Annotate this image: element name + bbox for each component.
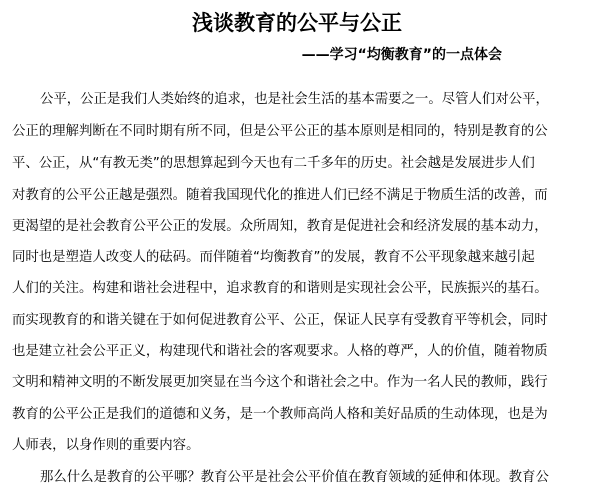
paragraph-1-line-2: 公正的理解判断在不同时期有所不同，但是公平公正的基本原则是相同的，特别是教育的公 bbox=[12, 124, 548, 139]
paragraph-1-line-10: 文明和精神文明的不断发展更加突显在当今这个和谐社会之中。作为一名人民的教师，践行 bbox=[12, 375, 548, 390]
paragraph-2-line-1: 那么什么是教育的公平哪？教育公平是社会公平价值在教育领域的延伸和体现。教育公 bbox=[40, 470, 549, 485]
paragraph-1-line-7: 人们的关注。构建和谐社会进程中，追求教育的和谐则是实现社会公平，民族振兴的基石。 bbox=[12, 281, 548, 296]
paragraph-1-line-11: 教育的公平公正是我们的道德和义务，是一个教师高尚人格和美好品质的生动体现，也是为 bbox=[12, 407, 548, 422]
document-title: 浅谈教育的公平与公正 bbox=[192, 11, 402, 35]
paragraph-1-line-4: 对教育的公平公正越是强烈。随着我国现代化的推进人们已经不满足于物质生活的改善，而 bbox=[12, 188, 548, 203]
document-subtitle: ——学习“均衡教育”的一点体会 bbox=[301, 47, 502, 63]
paragraph-1-line-12: 人师表，以身作则的重要内容。 bbox=[12, 438, 200, 453]
paragraph-1-line-5: 更渴望的是社会教育公平公正的发展。众所周知，教育是促进社会和经济发展的基本动力， bbox=[12, 219, 548, 234]
paragraph-1-line-1: 公平，公正是我们人类始终的追求，也是社会生活的基本需要之一。尽管人们对公平， bbox=[40, 92, 549, 107]
paragraph-1-line-8: 而实现教育的和谐关键在于如何促进教育公平、公正，保证人民享有受教育平等机会，同时 bbox=[12, 313, 548, 328]
paragraph-1-line-6: 同时也是塑造人改变人的砝码。而伴随着“均衡教育”的发展，教育不公平现象越来越引起 bbox=[12, 250, 535, 265]
paragraph-1-line-9: 也是建立社会公平正义，构建现代和谐社会的客观要求。人格的尊严，人的价值，随着物质 bbox=[12, 344, 548, 359]
paragraph-1-line-3: 平、公正，从“有教无类”的思想算起到今天也有二千多年的历史。社会越是发展进步人们 bbox=[12, 156, 535, 171]
